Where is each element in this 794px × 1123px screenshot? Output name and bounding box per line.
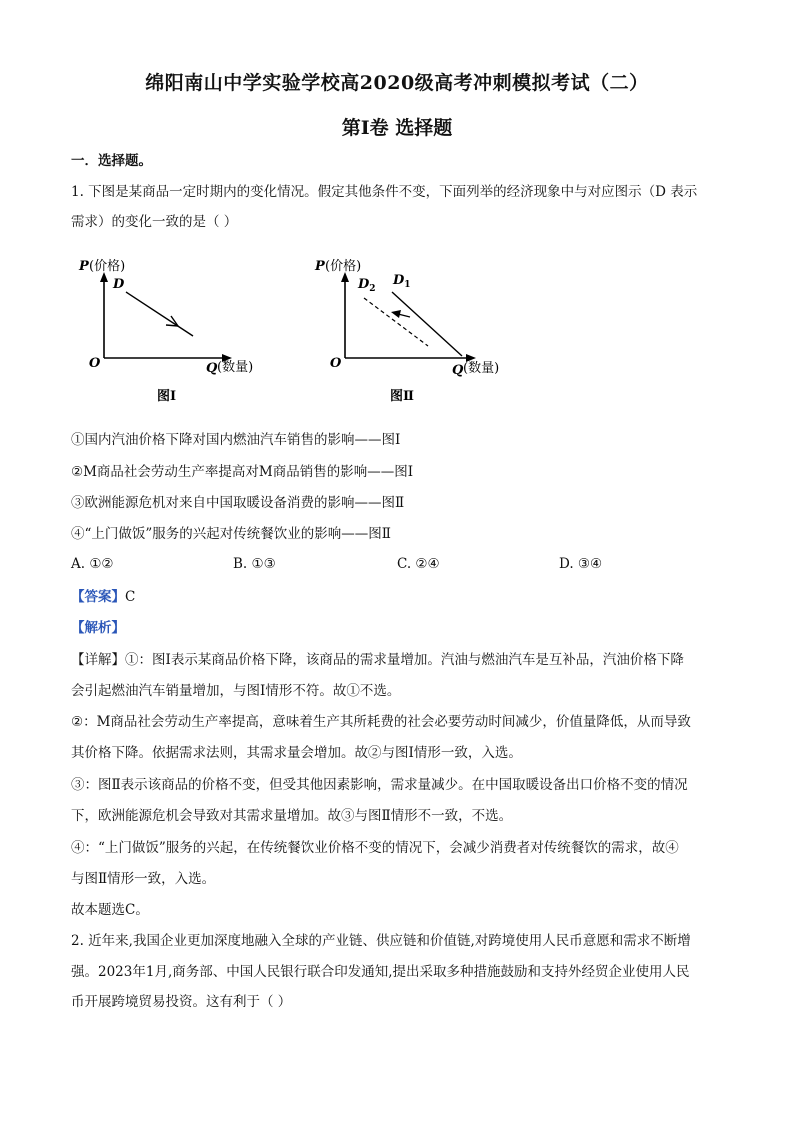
exam-title: 绵阳南山中学实验学校高2020级高考冲刺模拟考试（二） — [145, 72, 649, 94]
detail-line-7: ④：“上门做饭”服务的兴起，在传统餐饮业价格不变的情况下，会减少消费者对传统餐饮的需求，故④ — [71, 840, 679, 856]
detail-line-9: 故本题选C。 — [71, 902, 149, 918]
fig2-origin: O — [330, 356, 342, 371]
figure-2 — [312, 250, 542, 410]
analysis-label: 【解析】 — [71, 620, 125, 636]
detail-label: 【详解】 — [71, 652, 125, 668]
fig2-p-label: P — [315, 259, 325, 274]
answer-label: 【答案】 — [71, 589, 125, 605]
detail-line-4: 其价格下降。依据需求法则，其需求量会增加。故②与图Ⅰ情形一致，入选。 — [71, 745, 522, 761]
fig1-origin: O — [89, 356, 101, 371]
answer-row — [71, 587, 135, 607]
q1-option-b: B. ①③ — [233, 556, 276, 572]
detail-line-2: 会引起燃油汽车销量增加，与图Ⅰ情形不符。故①不选。 — [71, 683, 401, 699]
q2-line-3: 币开展跨境贸易投资。这有利于（ ） — [71, 994, 292, 1010]
fig1-q-label: Q — [206, 361, 218, 376]
fig2-d2-letter: D — [358, 277, 370, 292]
q1-item-2: ②M商品社会劳动生产率提高对M商品销售的影响——图Ⅰ — [71, 464, 414, 480]
fig2-d2-sub: 2 — [369, 284, 376, 294]
answer-value: C — [125, 589, 136, 605]
q2-line-1: 2. 近年来,我国企业更加深度地融入全球的产业链、供应链和价值链,对跨境使用人民币意愿和需求不断增 — [71, 933, 691, 949]
fig2-y-label: (价格) — [325, 259, 362, 274]
q1-item-3: ③欧洲能源危机对来自中国取暖设备消费的影响——图Ⅱ — [71, 495, 405, 511]
fig2-d1-letter: D — [393, 273, 405, 288]
fig2-d2-label — [357, 277, 376, 294]
part-title: 第Ⅰ卷 选择题 — [341, 117, 453, 139]
fig1-p-label: P — [79, 259, 89, 274]
section-heading: 一．选择题。 — [71, 153, 152, 169]
detail-line-1 — [71, 650, 684, 670]
q2-line-2: 强。2023年1月,商务部、中国人民银行联合印发通知,提出采取多种措施鼓励和支持外经贸企业使用人民 — [71, 964, 690, 980]
fig1-d-label: D — [113, 277, 125, 292]
fig2-caption: 图Ⅱ — [390, 389, 414, 404]
detail-line-8: 与图Ⅱ情形一致，入选。 — [71, 871, 216, 887]
q1-stem-line2: 需求）的变化一致的是（ ） — [71, 214, 238, 230]
detail-line-5: ③：图Ⅱ表示该商品的价格不变，但受其他因素影响，需求量减少。在中国取暖设备出口价格不变的情况 — [71, 777, 688, 793]
detail-line-3: ②：M商品社会劳动生产率提高，意味着生产其所耗费的社会必要劳动时间减少，价值量降低，从而导致 — [71, 714, 691, 730]
fig2-d1-label — [392, 273, 411, 290]
fig1-caption: 图Ⅰ — [157, 389, 177, 404]
q1-option-c: C. ②④ — [397, 556, 440, 572]
q1-item-1: ①国内汽油价格下降对国内燃油汽车销售的影响——图Ⅰ — [71, 432, 401, 448]
detail-line-6: 下，欧洲能源危机会导致对其需求量增加。故③与图Ⅱ情形不一致，不选。 — [71, 808, 513, 824]
fig1-x-label: (数量) — [217, 360, 254, 375]
q1-item-4: ④“上门做饭”服务的兴起对传统餐饮业的影响——图Ⅱ — [71, 526, 391, 542]
fig2-q-label: Q — [452, 363, 464, 378]
q1-option-d: D. ③④ — [559, 556, 603, 572]
figure-1 — [75, 250, 275, 410]
q1-option-a: A. ①② — [71, 556, 114, 572]
fig2-d1-sub: 1 — [404, 280, 411, 290]
fig2-x-label: (数量) — [463, 361, 500, 376]
q1-stem-line1: 1. 下图是某商品一定时期内的变化情况。假定其他条件不变，下面列举的经济现象中与对应图示（D 表示 — [71, 184, 698, 200]
fig1-y-label: (价格) — [89, 259, 126, 274]
detail-text-1: ①：图Ⅰ表示某商品价格下降，该商品的需求量增加。汽油与燃油汽车是互补品，汽油价格下降 — [125, 652, 684, 668]
